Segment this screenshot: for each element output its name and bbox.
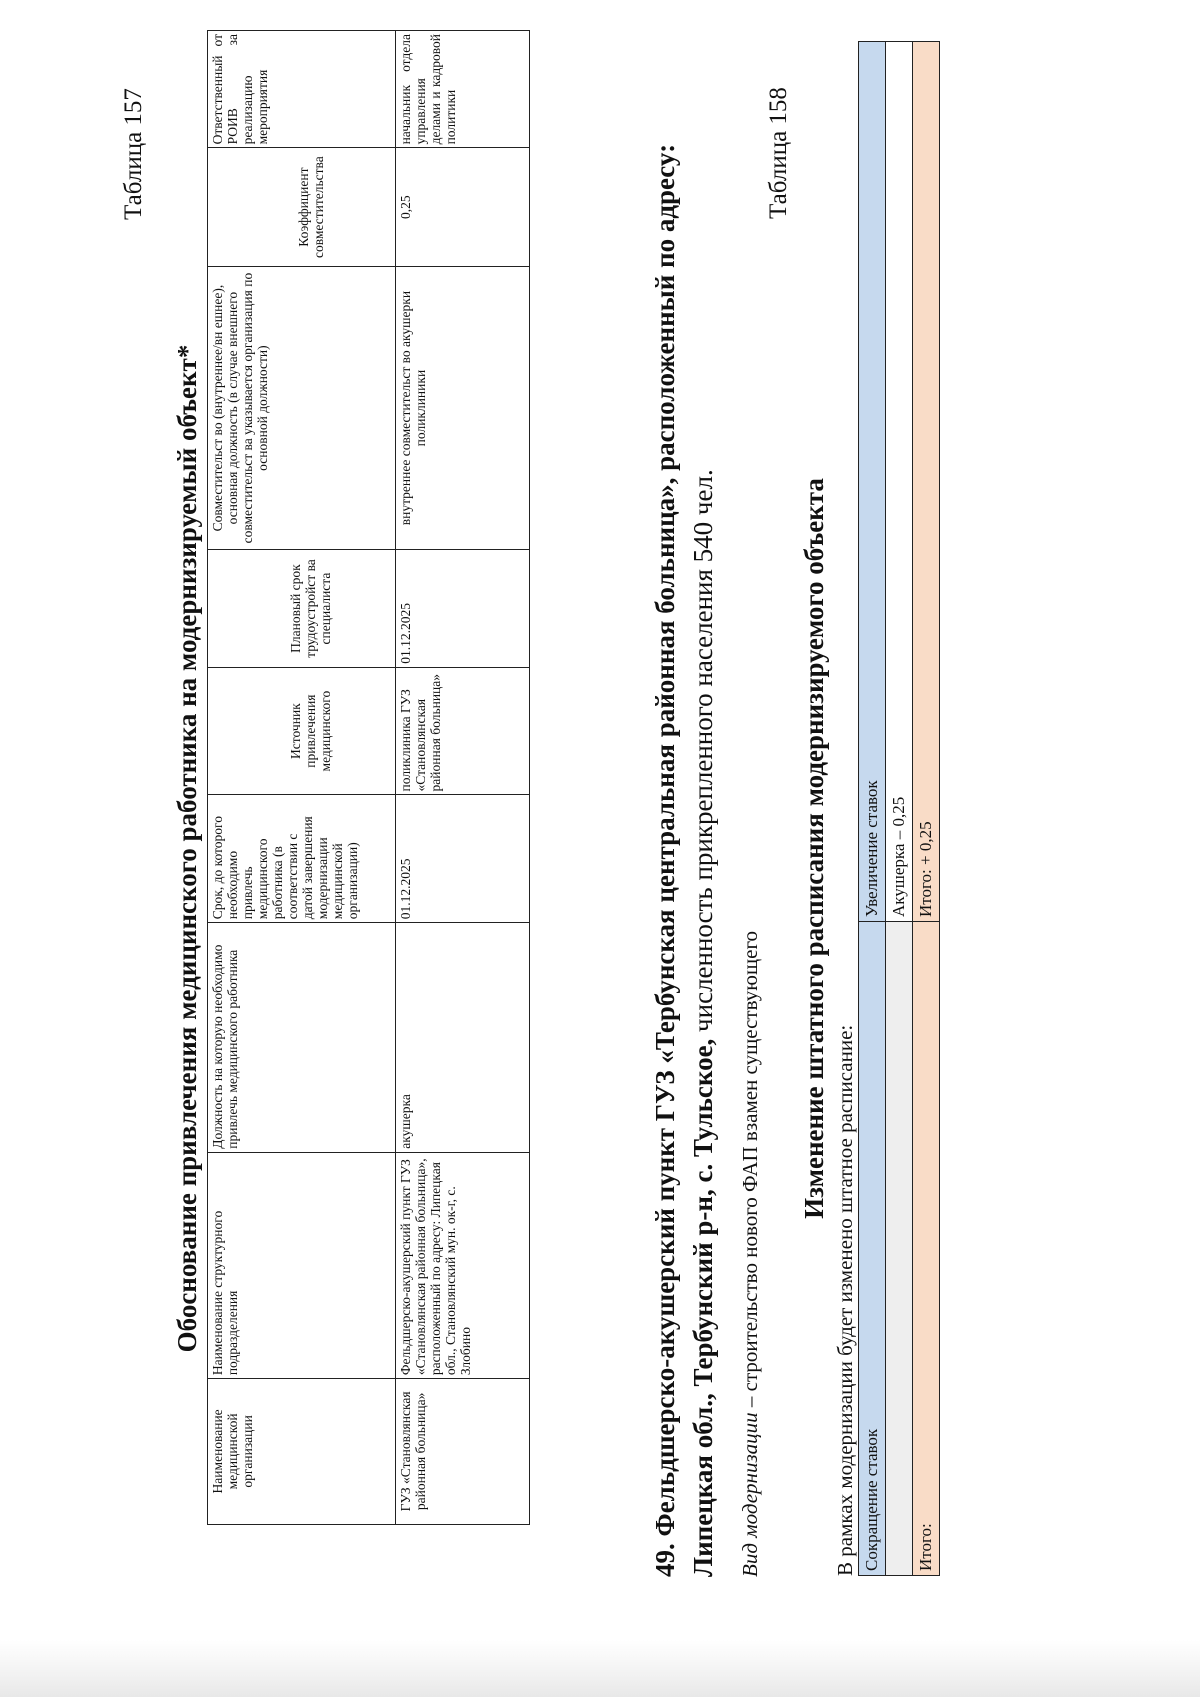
table-158-title: Изменение штатного расписания модернизируемого объекта: [799, 478, 829, 1219]
total-increase: Итого: + 0,25: [913, 42, 940, 922]
section-heading-bold: 49. Фельдшерско-акушерский пункт ГУЗ «Тербунская центральная районная больница», расположенный по адресу: Липецкая обл., Тербунский р-н, с. Тульское,: [650, 143, 718, 1577]
table-cell: акушерка: [396, 923, 530, 1153]
header-cell: Наименование структурного подразделения: [208, 1152, 396, 1378]
header-cell: Источник привлечения медицинского: [208, 667, 396, 795]
modernization-kind-label: Вид модернизации: [738, 1412, 762, 1577]
increase-cell: Акушерка – 0,25: [886, 42, 913, 922]
table-cell: 01.12.2025: [396, 795, 530, 923]
table-158: [858, 41, 940, 1576]
table-158-intro: В рамках модернизации будет изменено штатное расписание:: [833, 1024, 857, 1576]
table-158-total-row: [913, 42, 940, 1576]
table-157-label: Таблица 157: [120, 88, 147, 220]
table-cell: [396, 1524, 530, 1603]
table-row: [396, 31, 530, 1604]
header-cell: Срок, до которого необходимо привлечь медицинского работника (в соответствии с датой завершения модернизации медицинской организации): [208, 795, 396, 923]
header-cell: [208, 1524, 396, 1603]
table-157-title: Обоснование привлечения медицинского работника на модернизируемый объект*: [172, 344, 202, 1353]
total-decrease: Итого:: [913, 922, 940, 1576]
section-heading: [646, 57, 722, 1577]
table-157: [207, 30, 530, 1603]
table-row: [886, 42, 913, 1576]
modernization-kind-text: – строительство нового ФАП взамен существующего: [738, 930, 762, 1413]
table-158-header-row: [859, 42, 886, 1576]
header-increase: Увеличение ставок: [859, 42, 886, 922]
decrease-cell: [886, 922, 913, 1576]
table-cell: внутреннее совместительст во акушерки поликлиники: [396, 266, 530, 550]
header-cell: Должность на которую необходимо привлечь медицинского работника: [208, 923, 396, 1153]
table-158-label: Таблица 158: [765, 87, 792, 219]
header-cell: Наименование медицинской организации: [208, 1379, 396, 1524]
table-cell: 0,25: [396, 148, 530, 266]
header-cell: Ответственный от РОИВ за реализацию мероприятия: [208, 31, 396, 148]
table-cell: поликлиника ГУЗ «Становлянская районная больница»: [396, 667, 530, 795]
header-cell: Плановый срок трудоустройст ва специалиста: [208, 550, 396, 667]
table-cell: ГУЗ «Становлянская районная больница»: [396, 1379, 530, 1524]
table-157-header-row: [208, 31, 396, 1604]
header-decrease: Сокращение ставок: [859, 922, 886, 1576]
header-cell: Коэффициент совместительства: [208, 148, 396, 266]
table-cell: Фельдшерско-акушерский пункт ГУЗ «Становлянская районная больница», расположенный по адресу: Липецкая обл., Становлянский мун. ок-г, с. Злобино: [396, 1152, 530, 1378]
table-cell: 01.12.2025: [396, 550, 530, 667]
header-cell: Совместительст во (внутреннее/вн ешнее), основная должность (в случае внешнего совместительст ва указывается организация по основной должности): [208, 266, 396, 550]
section-heading-population: численность прикрепленного населения 540 чел.: [688, 469, 718, 1039]
modernization-kind: [738, 931, 763, 1577]
table-cell: начальник отдела управления делами и кадровой политики: [396, 31, 530, 148]
scan-edge: [0, 1640, 1200, 1697]
